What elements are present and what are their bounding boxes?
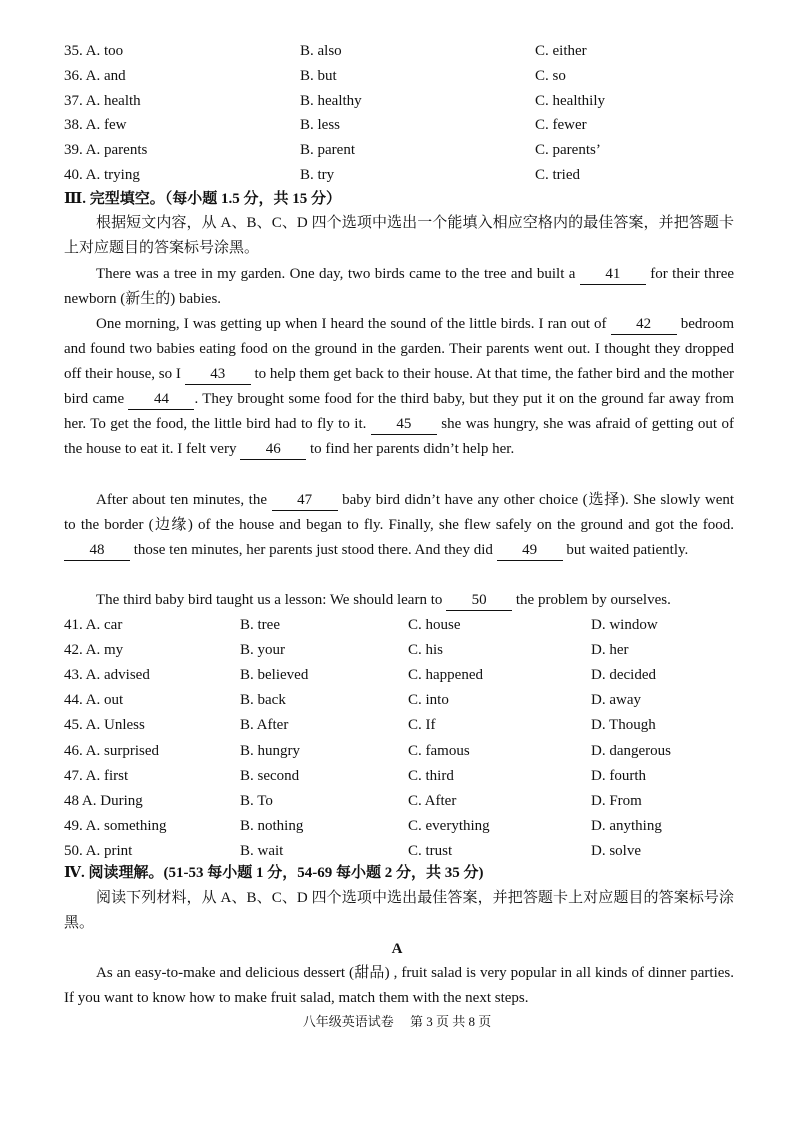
option-row xyxy=(0,90,794,112)
option-b: B. To xyxy=(240,792,273,809)
option-d: D. decided xyxy=(591,667,656,684)
blank-50: 50 xyxy=(446,591,512,611)
option-row xyxy=(0,815,794,837)
option-a: 45. A. Unless xyxy=(64,717,145,734)
cloze-text: bedroom and found two babies eating food on the ground in the garden. Their parents went out. I thought they dropped off their house, so I xyxy=(64,316,735,382)
option-a: 40. A. trying xyxy=(64,167,140,183)
option-d: D. dangerous xyxy=(591,742,671,759)
section-3-instruction: 根据短文内容，从 A、B、C、D 四个选项中选出一个能填入相应空格内的最佳答案，并把答题卡上对应题目的答案标号涂黑。 xyxy=(64,215,734,256)
option-row xyxy=(0,689,794,711)
option-row xyxy=(0,840,794,862)
option-b: B. nothing xyxy=(240,817,304,834)
option-row xyxy=(0,714,794,736)
cloze-paragraph-4 xyxy=(64,588,734,613)
option-a: 43. A. advised xyxy=(64,667,150,684)
option-a: 36. A. and xyxy=(64,67,126,84)
cloze-text: . They brought some food for the third baby, but they put it on the ground far away from her. To get the food, the little bird had to fly to it. xyxy=(64,391,735,432)
option-b: B. try xyxy=(300,167,335,183)
option-row xyxy=(0,740,794,762)
option-c: C. healthily xyxy=(535,92,605,109)
reading-a-intro: As an easy-to-make and delicious dessert (甜品) , fruit salad is very popular in all kinds of dinner parties. If you want to know how to make fruit salad, match them with the next steps. xyxy=(64,965,734,1006)
option-a: 37. A. health xyxy=(64,92,141,109)
cloze-text: to find her parents didn’t help her. xyxy=(309,441,515,457)
option-row xyxy=(0,664,794,686)
section-4-heading: Ⅳ. 阅读理解。(51-53 每小题 1 分，54-69 每小题 2 分，共 35 分) xyxy=(64,865,484,881)
option-b: B. your xyxy=(240,642,285,659)
cloze-text: After about ten minutes, the xyxy=(96,492,268,508)
option-d: D. anything xyxy=(591,817,662,834)
option-b: B. back xyxy=(240,692,286,709)
blank-48: 48 xyxy=(64,541,130,561)
option-a: 48 A. During xyxy=(64,792,143,809)
option-c: C. famous xyxy=(408,742,470,759)
option-row xyxy=(0,65,794,87)
option-b: B. wait xyxy=(240,842,284,859)
option-row xyxy=(0,614,794,636)
cloze-text: the problem by ourselves. xyxy=(515,592,671,608)
option-c: C. everything xyxy=(408,817,490,834)
option-row xyxy=(0,164,794,186)
option-row xyxy=(0,790,794,812)
cloze-text: she was hungry, she was afraid of getting out of the house to eat it. I felt very xyxy=(64,416,735,457)
option-a: 42. A. my xyxy=(64,642,124,659)
blank-47: 47 xyxy=(272,491,338,511)
cloze-paragraph-3 xyxy=(64,488,734,563)
option-c: C. parents’ xyxy=(535,142,601,159)
option-d: D. her xyxy=(591,642,629,659)
cloze-text: baby bird didn’t have any other choice (选择). She slowly went to the border (边缘) of the house and began to fly. Finally, she flew safely on the ground and got the food. xyxy=(64,492,735,533)
section-3-heading: Ⅲ. 完型填空。（每小题 1.5 分，共 15 分） xyxy=(64,191,342,207)
cloze-text: those ten minutes, her parents just stood there. And they did xyxy=(133,542,493,558)
option-row xyxy=(0,639,794,661)
option-c: C. either xyxy=(535,43,587,59)
cloze-paragraph-2 xyxy=(64,312,734,462)
option-c: C. If xyxy=(408,717,436,734)
blank-46: 46 xyxy=(240,440,306,460)
option-c: C. After xyxy=(408,792,457,809)
option-a: 49. A. something xyxy=(64,817,167,834)
cloze-text: to help them get back to their house. At that time, the father bird and the mother bird came xyxy=(64,366,734,407)
blank-43: 43 xyxy=(185,365,251,385)
cloze-text: The third baby bird taught us a lesson: We should learn to xyxy=(96,592,443,608)
option-c: C. tried xyxy=(535,167,580,183)
option-a: 38. A. few xyxy=(64,117,127,134)
blank-49: 49 xyxy=(497,541,563,561)
cloze-text: There was a tree in my garden. One day, two birds came to the tree and built a xyxy=(96,266,576,282)
option-d: D. From xyxy=(591,792,642,809)
option-c: C. fewer xyxy=(535,117,587,134)
option-a: 50. A. print xyxy=(64,842,133,859)
option-a: 47. A. first xyxy=(64,767,129,784)
option-d: D. away xyxy=(591,692,641,709)
cloze-text: but waited patiently. xyxy=(566,542,689,558)
option-b: B. tree xyxy=(240,617,280,633)
option-a: 39. A. parents xyxy=(64,142,148,159)
option-c: C. so xyxy=(535,67,566,84)
option-b: B. hungry xyxy=(240,742,300,759)
cloze-text: One morning, I was getting up when I heard the sound of the little birds. I ran out of xyxy=(96,316,607,332)
option-a: 44. A. out xyxy=(64,692,124,709)
option-row xyxy=(0,114,794,136)
blank-41: 41 xyxy=(580,265,646,285)
option-d: D. solve xyxy=(591,842,641,859)
option-c: C. into xyxy=(408,692,449,709)
option-a: 41. A. car xyxy=(64,617,123,633)
cloze-paragraph-1 xyxy=(64,262,734,312)
option-row xyxy=(0,40,794,62)
option-c: C. third xyxy=(408,767,454,784)
section-4-instruction: 阅读下列材料，从 A、B、C、D 四个选项中选出最佳答案，并把答题卡上对应题目的答案标号涂黑。 xyxy=(64,890,734,931)
option-c: C. his xyxy=(408,642,444,659)
blank-45: 45 xyxy=(371,415,437,435)
option-b: B. parent xyxy=(300,142,355,159)
option-a: 46. A. surprised xyxy=(64,742,159,759)
blank-44: 44 xyxy=(128,390,194,410)
option-c: C. trust xyxy=(408,842,453,859)
option-d: D. window xyxy=(591,617,658,633)
option-d: D. Though xyxy=(591,717,656,734)
option-row xyxy=(0,765,794,787)
cloze-text: for their three newborn (新生的) babies. xyxy=(64,266,735,307)
option-c: C. house xyxy=(408,617,461,633)
option-b: B. believed xyxy=(240,667,309,684)
blank-42: 42 xyxy=(611,315,677,335)
option-b: B. second xyxy=(240,767,300,784)
option-b: B. also xyxy=(300,43,342,59)
option-d: D. fourth xyxy=(591,767,646,784)
option-b: B. but xyxy=(300,67,337,84)
part-a-title: A xyxy=(391,941,403,957)
option-row xyxy=(0,139,794,161)
option-a: 35. A. too xyxy=(64,43,124,59)
option-c: C. happened xyxy=(408,667,483,684)
option-b: B. After xyxy=(240,717,289,734)
option-b: B. less xyxy=(300,117,341,134)
option-b: B. healthy xyxy=(300,92,362,109)
page-footer: 八年级英语试卷 第 3 页 共 8 页 xyxy=(302,1014,492,1029)
